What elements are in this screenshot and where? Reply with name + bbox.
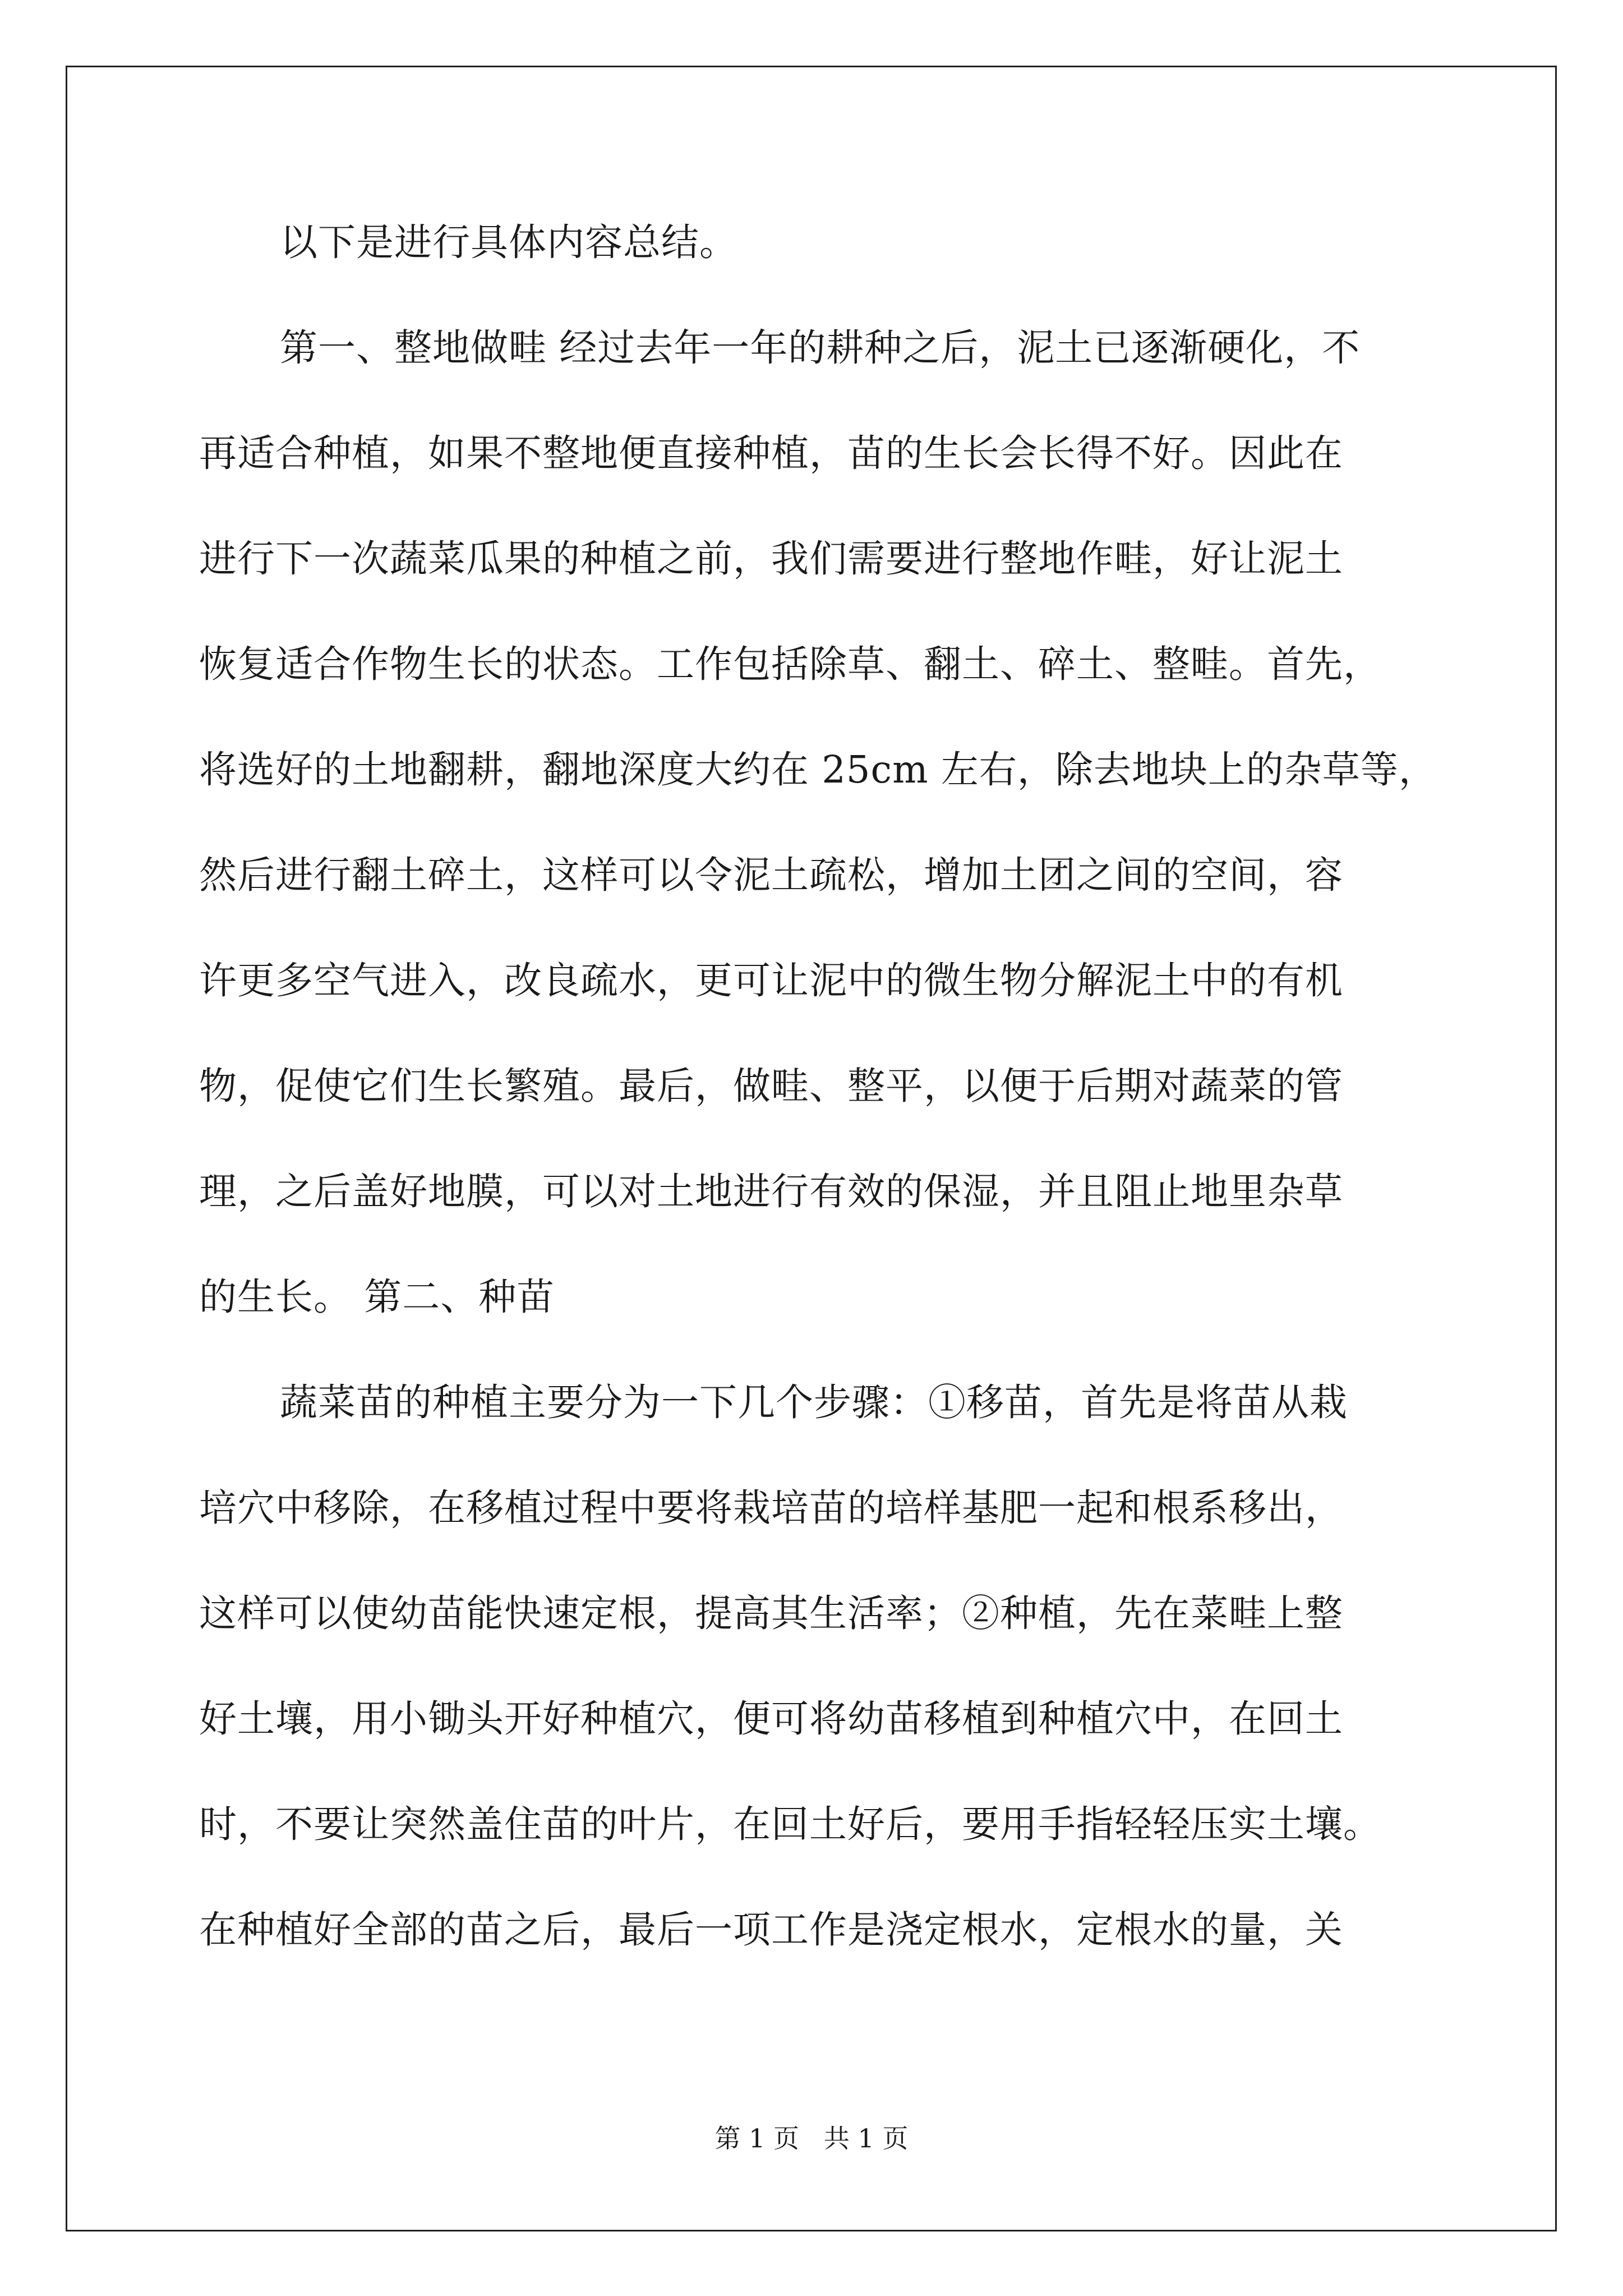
text-line-1: 以下是进行具体内容总结。: [280, 220, 737, 264]
text-line-13: 培穴中移除，在移植过程中要将栽培苗的培样基肥一起和根系移出，: [199, 1486, 1343, 1530]
text-line-7: 然后进行翻土碎土，这样可以令泥土疏松，增加土团之间的空间，容: [199, 853, 1343, 897]
text-line-12: 蔬菜苗的种植主要分为一下几个步骤：①移苗，首先是将苗从栽: [280, 1381, 1348, 1424]
document-body: [199, 209, 1437, 2001]
text-line-9: 物，促使它们生长繁殖。最后，做畦、整平，以便于后期对蔬菜的管: [199, 1064, 1343, 1108]
text-line-2: 第一、整地做畦 经过去年一年的耕种之后，泥土已逐渐硬化，不: [280, 326, 1361, 370]
text-line-15: 好土壤，用小锄头开好种植穴，便可将幼苗移植到种植穴中，在回土: [199, 1697, 1343, 1741]
text-line-5: 恢复适合作物生长的状态。工作包括除草、翻土、碎土、整畦。首先，: [199, 642, 1381, 686]
text-line-3: 再适合种植，如果不整地便直接种植，苗的生长会长得不好。因此在: [199, 431, 1343, 475]
text-line-8: 许更多空气进入，改良疏水，更可让泥中的微生物分解泥土中的有机: [199, 959, 1343, 1002]
text-line-4: 进行下一次蔬菜瓜果的种植之前，我们需要进行整地作畦，好让泥土: [199, 537, 1343, 581]
text-line-14: 这样可以使幼苗能快速定根，提高其生活率；②种植，先在菜畦上整: [199, 1591, 1343, 1635]
page-number-footer: 第 1 页 共 1 页: [714, 2123, 909, 2154]
text-line-10: 理，之后盖好地膜，可以对土地进行有效的保湿，并且阻止地里杂草: [199, 1170, 1343, 1213]
text-line-16: 时，不要让突然盖住苗的叶片，在回土好后，要用手指轻轻压实土壤。: [199, 1802, 1381, 1846]
text-line-11: 的生长。 第二、种苗: [199, 1275, 555, 1319]
text-line-6: 将选好的土地翻耕，翻地深度大约在 25cm 左右，除去地块上的杂草等，: [199, 748, 1437, 792]
text-line-17: 在种植好全部的苗之后，最后一项工作是浇定根水，定根水的量，关: [199, 1908, 1343, 1952]
